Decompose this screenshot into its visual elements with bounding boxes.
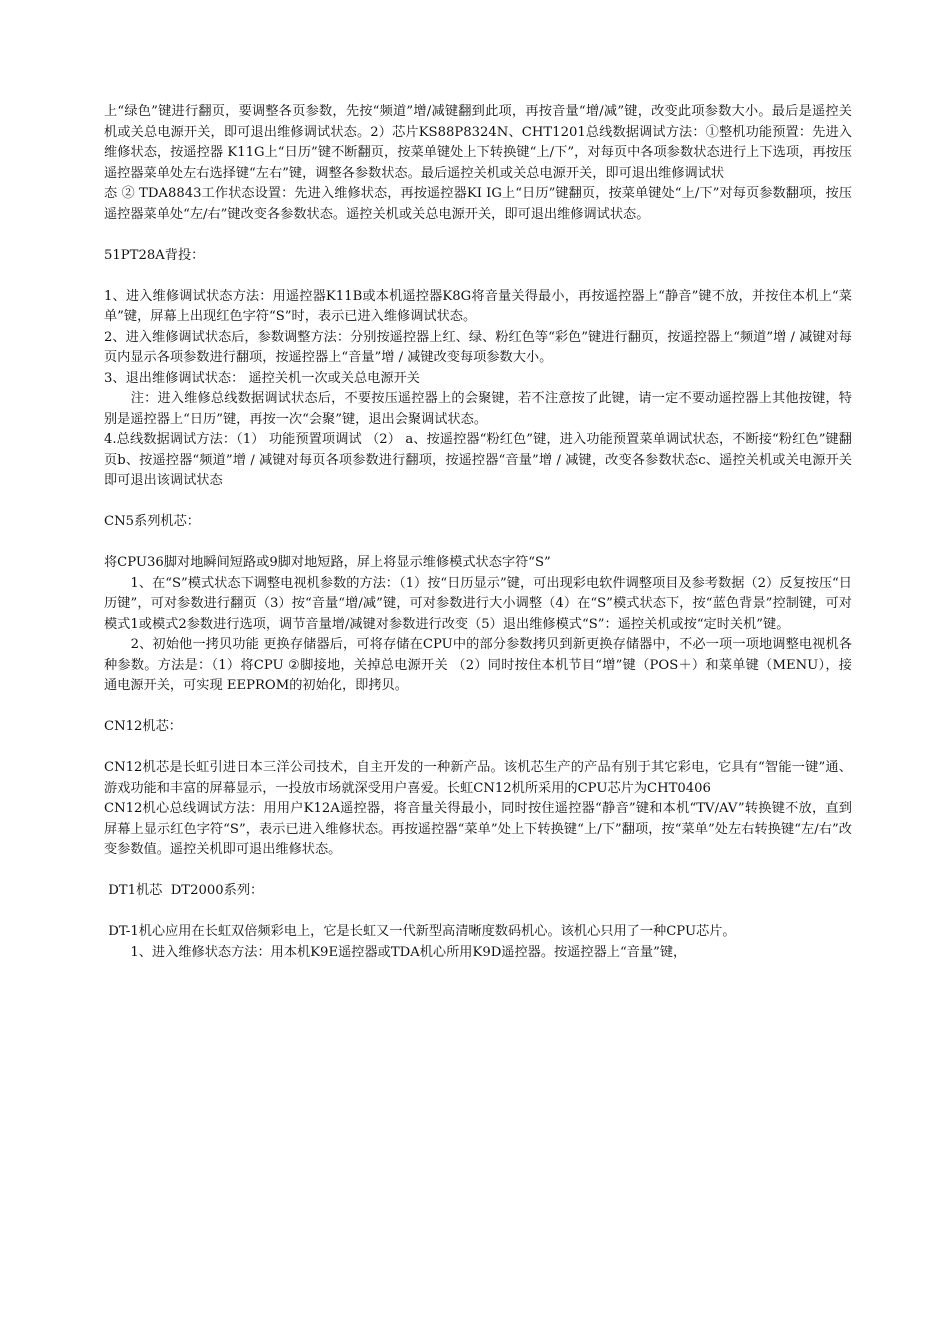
section-heading-cn12: CN12机芯：	[104, 719, 182, 734]
paragraph-spacer	[104, 738, 852, 759]
section-heading-51pt28a: 51PT28A背投：	[104, 247, 205, 263]
text-paragraph: 3、退出维修调试状态： 遥控关机一次或关总电源开关	[104, 370, 420, 386]
paragraph-spacer	[104, 266, 852, 287]
paragraph-spacer	[104, 697, 852, 718]
text-paragraph: 上“绿色”键进行翻页，要调整各页参数，先按“频道”增/减键翻到此项，再按音量“增/减”键，改变此项参数大小。最后是遥控关机或关总电源开关，即可退出维修调试状态。2）芯片KS88P8324N、CHT1201总线数据调试方法：①整机功能预置：先进入维修状态，按遥控器 K11G上“日历”键不断翻页，按菜单键处上下转换键“上/下”，对每页中各项参数状态进行上下选项，再按压遥控器菜单处左右选择键“左右”键，调整各参数状态。最后遥控关机或关总电源开关，即可退出维修调试状	[104, 104, 852, 181]
paragraph-spacer	[104, 861, 852, 882]
section-heading-cn5: CN5系列机芯：	[104, 514, 200, 529]
text-paragraph: 1、进入维修调试状态方法：用遥控器K11B或本机遥控器K8G将音量关得最小，再按遥控器上“静音”键不放，并按住本机上“菜单”键，屏幕上出现红色字符“S”时，表示已进入维修调试状态。	[104, 288, 852, 324]
note-paragraph: 注：进入维修总线数据调试状态后，不要按压遥控器上的会聚键，若不注意按了此键，请一定不要动遥控器上其他按键，特别是遥控器上“日历”键，再按一次“会聚”键，退出会聚调试状态。	[104, 391, 852, 427]
paragraph-spacer	[104, 902, 852, 923]
text-paragraph: 态 ② TDA8843工作状态设置：先进入维修状态，再按遥控器KI IG上“日历”键翻页，按菜单键处“上/下”对每页参数翻项，按压遥控器菜单处“左/右”键改变各参数状态。遥控关机或关总电源开关，即可退出维修调试状态。	[104, 186, 852, 222]
text-paragraph: 1、在“S”模式状态下调整电视机参数的方法：（1）按“日历显示”键，可出现彩电软件调整项目及参考数据（2）反复按压“日历键”，可对参数进行翻页（3）按“音量“增/减”键，可对参数进行大小调整（4）在“S”模式状态下，按“蓝色背景”控制键，可对模式1或模式2参数进行选项，调节音量增/减键对参数进行改变（5）退出维修模式“S”：遥控关机或按“定时关机”键。	[104, 575, 852, 632]
paragraph-spacer	[104, 533, 852, 554]
text-paragraph: 4.总线数据调试方法：（1） 功能预置项调试 （2） a、按遥控器“粉红色”键，进入功能预置菜单调试状态，不断接“粉红色”键翻页b、按遥控器“频道”增 / 减键对每页各项参数进行翻项，按遥控器“音量”增 / 减键，改变各参数状态c、遥控关机或关电源开关即可退出该调试状态	[104, 432, 852, 488]
text-paragraph: 1、进入维修状态方法：用本机K9E遥控器或TDA机心所用K9D遥控器。按遥控器上“音量”键，	[104, 944, 687, 960]
paragraph-spacer	[104, 492, 852, 513]
text-paragraph: 2、初始他一拷贝功能 更换存储器后，可将存储在CPU中的部分参数拷贝到新更换存储器中，不必一项一项地调整电视机各种参数。方法是：（1）将CPU ②脚接地，关掉总电源开关 （2）同时按住本机节目“增”键（POS＋）和菜单键（MENU），接通电源开关，可实现 EEPROM的初始化，即拷贝。	[104, 637, 852, 693]
document-body	[104, 102, 852, 963]
section-heading-dt1: DT1机芯 DT2000系列：	[104, 883, 264, 898]
text-paragraph: 2、进入维修调试状态后，参数调整方法：分别按遥控器上红、绿、粉红色等“彩色”键进行翻页，按遥控器上“频道”增 / 减键对每页内显示各项参数进行翻项，按遥控器上“音量”增 / 减键改变每项参数大小。	[104, 329, 852, 365]
text-paragraph: CN12机芯是长虹引进日本三洋公司技术，自主开发的一种新产品。该机芯生产的产品有别于其它彩电，它具有“智能一键”通、游戏功能和丰富的屏幕显示，一投放市场就深受用户喜爱。长虹CN12机所采用的CPU芯片为CHT0406	[104, 760, 852, 796]
text-paragraph: DT-1机心应用在长虹双倍频彩电上，它是长虹又一代新型高清晰度数码机心。该机心只用了一种CPU芯片。	[104, 924, 736, 939]
paragraph-spacer	[104, 225, 852, 246]
text-paragraph: CN12机心总线调试方法：用用户K12A遥控器，将音量关得最小，同时按住遥控器“静音”键和本机“TV/AV”转换键不放，直到屏幕上显示红色字符“S”，表示已进入维修状态。再按遥控器“菜单”处上下转换键“上/下”翻项，按“菜单”处左右转换键“左/右”改变参数值。遥控关机即可退出维修状态。	[104, 801, 852, 857]
text-paragraph: 将CPU36脚对地瞬间短路或9脚对地短路，屏上将显示维修模式状态字符“S”	[104, 555, 551, 570]
